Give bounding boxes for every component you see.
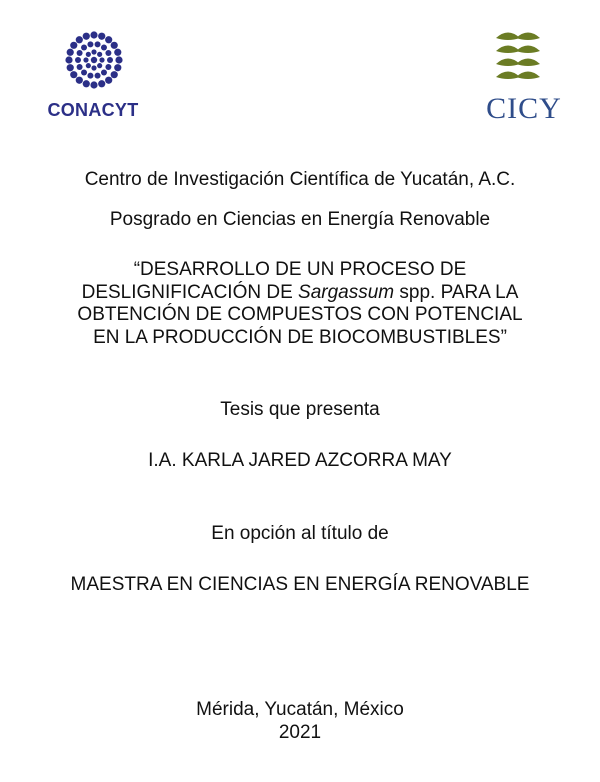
degree-title: MAESTRA EN CIENCIAS EN ENERGÍA RENOVABLE [70,574,530,595]
thesis-title-species: Sargassum [298,281,395,303]
thesis-title-line-2 [0,282,600,305]
degree-option-label: En opción al título de [211,523,389,544]
cicy-wordmark: CICY [486,92,562,125]
year: 2021 [278,722,322,743]
presented-by-label: Tesis que presenta [220,399,380,420]
conacyt-wordmark: CONACYT [47,100,139,120]
thesis-title-line-4: EN LA PRODUCCIÓN DE BIOCOMBUSTIBLES” [93,326,507,348]
thesis-title-line-3: OBTENCIÓN DE COMPUESTOS CON POTENCIAL [77,304,523,325]
conacyt-emblem-icon [62,28,126,92]
place: Mérida, Yucatán, México [196,699,404,720]
author-name: I.A. KARLA JARED AZCORRA MAY [148,450,452,471]
cicy-logo [478,28,570,123]
conacyt-logo [38,28,148,123]
thesis-title [0,259,600,349]
thesis-title-line-1: “DESARROLLO DE UN PROCESO DE [133,259,467,280]
thesis-title-line-2-end: spp. PARA LA [394,281,519,303]
institution-name: Centro de Investigación Científica de Yucatán, A.C. [84,169,516,190]
cicy-leaves-icon [494,28,554,92]
thesis-title-line-2-start: DESLIGNIFICACIÓN DE [81,281,299,303]
program-name: Posgrado en Ciencias en Energía Renovable [109,209,491,230]
